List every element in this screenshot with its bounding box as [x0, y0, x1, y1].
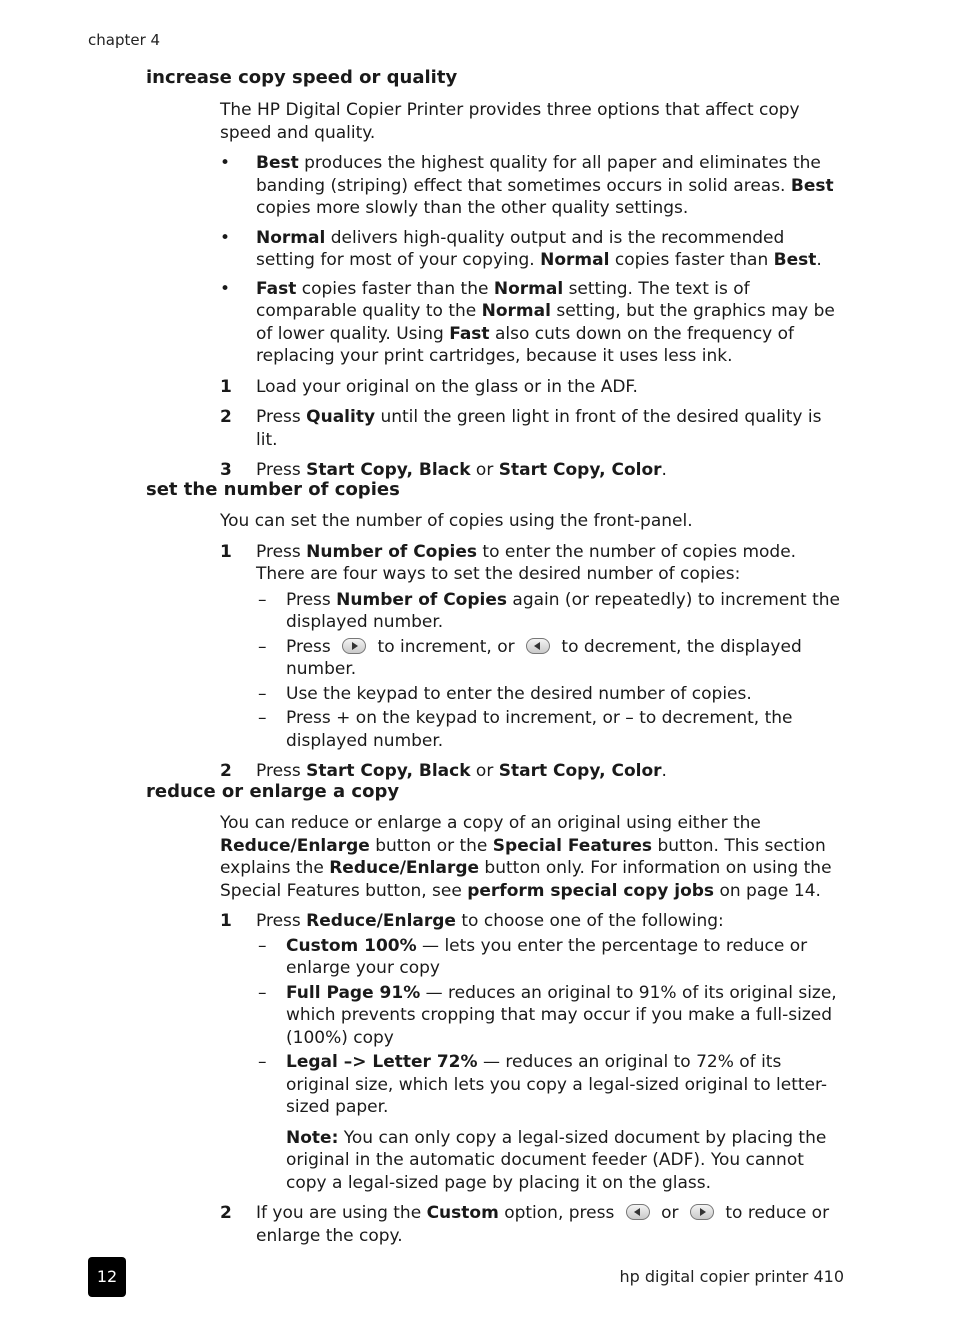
right-arrow-button-icon	[690, 1204, 714, 1220]
numbered-step	[220, 376, 846, 399]
step-text	[256, 542, 796, 585]
bold-term: Best	[790, 175, 834, 196]
numbered-step	[220, 541, 846, 586]
text-run: or	[470, 460, 499, 480]
text-run: Press + on the keypad to increment, or – to decrement, the displayed number.	[286, 708, 793, 751]
dash-text	[286, 590, 840, 633]
bold-term: Full Page 91%	[286, 982, 421, 1003]
bullet-item	[220, 152, 846, 220]
dash-marker: –	[258, 708, 267, 728]
left-arrow-button-icon	[526, 638, 550, 654]
text-run: or	[470, 761, 499, 781]
step-text	[256, 761, 667, 781]
text-run: — reduces an original to 91% of its original size, which prevents cropping that may occur if you make a full-sized (100%) copy	[286, 982, 837, 1048]
dash-item	[258, 683, 846, 706]
text-run: option, press	[498, 1203, 620, 1223]
step-number: 2	[220, 407, 232, 427]
chapter-label: chapter 4	[88, 31, 161, 49]
step-number: 1	[220, 911, 232, 931]
dash-text	[286, 983, 837, 1048]
bold-term: Custom	[426, 1203, 499, 1223]
page-number-badge: 12	[88, 1257, 126, 1297]
bold-term: Normal	[493, 278, 564, 299]
step-number: 1	[220, 376, 232, 397]
text-run: button. This section explains the	[220, 835, 826, 878]
numbered-step	[220, 1202, 846, 1247]
text-run: Press	[256, 407, 307, 427]
text-run: Use the keypad to enter the desired number of copies.	[286, 683, 752, 704]
bullet-text	[256, 228, 822, 271]
step-text	[256, 1203, 829, 1246]
bold-term: Normal	[540, 250, 610, 270]
step-number: 2	[220, 1203, 232, 1223]
text-run: to choose one of the following:	[455, 911, 724, 931]
text-run: Press	[256, 911, 307, 931]
text-run: on page 14.	[714, 880, 821, 901]
section-copy-speed-quality	[146, 66, 846, 482]
bullet-text	[256, 153, 834, 218]
dash-item	[258, 636, 846, 681]
text-run: again (or repeatedly) to increment the displayed number.	[286, 589, 840, 632]
dash-item	[258, 935, 846, 980]
text-run: button only. For information on using the Special Features button, see	[220, 858, 832, 901]
right-arrow-button-icon	[342, 638, 366, 654]
step-number: 3	[220, 460, 232, 480]
text-run: .	[661, 460, 667, 480]
text-run: or	[655, 1203, 684, 1223]
text-run: If you are using the	[256, 1203, 427, 1223]
dash-marker: –	[258, 683, 267, 704]
step-text	[256, 911, 724, 931]
dash-item	[258, 1051, 846, 1119]
bullet-item	[220, 278, 846, 368]
text-run: Press	[256, 541, 307, 562]
dash-text	[286, 637, 802, 680]
left-arrow-button-icon	[626, 1204, 650, 1220]
bold-term: Quality	[306, 407, 376, 427]
step-number: 1	[220, 541, 232, 562]
bullet-item	[220, 227, 846, 272]
section-heading: reduce or enlarge a copy	[146, 781, 400, 802]
section-number-of-copies	[146, 478, 846, 783]
bullet-marker: •	[220, 153, 231, 173]
section-heading: set the number of copies	[146, 479, 400, 500]
bullet-marker: •	[220, 227, 231, 248]
bullet-text	[256, 279, 835, 367]
dash-text	[286, 936, 807, 979]
dash-marker: –	[258, 982, 267, 1003]
text-run: to enter the number of copies mode. There are four ways to set the desired number of copies:	[256, 541, 797, 584]
dash-item	[258, 589, 846, 634]
section-reduce-enlarge	[146, 780, 846, 1247]
bold-term: Normal	[481, 301, 551, 321]
text-run: setting. The text is of comparable quality to the	[256, 278, 750, 321]
bold-term: Number of Copies	[336, 589, 507, 610]
bold-term: Best	[773, 250, 817, 270]
text-run: delivers high-quality output and is the recommended setting for most of your copying.	[256, 227, 785, 270]
step-text	[256, 407, 821, 450]
dash-item	[258, 982, 846, 1050]
step-text	[256, 377, 638, 397]
section-heading: increase copy speed or quality	[146, 67, 458, 88]
text-run: You can only copy a legal-sized document by placing the original in the automatic document feeder (ADF). You cannot copy a legal-sized page by placing it on the glass.	[286, 1127, 827, 1193]
section-intro	[220, 812, 845, 902]
bold-term: Special Features	[492, 835, 653, 856]
step-number: 2	[220, 761, 232, 781]
text-run: setting, but the graphics may be of lower quality. Using	[256, 301, 835, 344]
text-run: Press	[286, 636, 337, 657]
text-run: produces the highest quality for all paper and eliminates the banding (striping) effect that sometimes occurs in solid areas.	[256, 153, 821, 196]
bullet-marker: •	[220, 278, 231, 299]
bold-term: Start Copy, Color	[498, 761, 662, 781]
bold-term: Fast	[256, 278, 297, 299]
dash-text	[286, 708, 793, 751]
text-run: copies more slowly than the other quality settings.	[256, 198, 689, 218]
bold-term: Reduce/Enlarge	[329, 858, 480, 878]
footer-title: hp digital copier printer 410	[619, 1267, 844, 1286]
bold-term: Number of Copies	[306, 541, 477, 562]
text-run: .	[816, 250, 822, 270]
text-run: Load your original on the glass or in the ADF.	[256, 376, 638, 397]
text-run: to increment, or	[372, 636, 521, 657]
dash-marker: –	[258, 1052, 267, 1072]
note-block	[286, 1127, 846, 1195]
bold-term: Legal –> Letter 72%	[286, 1052, 478, 1072]
dash-marker: –	[258, 636, 267, 657]
dash-text	[286, 1052, 827, 1117]
dash-item	[258, 707, 846, 752]
bold-term: Best	[256, 153, 299, 173]
bold-term: perform special copy jobs	[467, 880, 715, 901]
bold-term: Start Copy, Black	[306, 761, 471, 781]
bold-term: Reduce/Enlarge	[306, 911, 456, 931]
dash-marker: –	[258, 589, 267, 610]
text-run: to reduce or enlarge the copy.	[256, 1203, 830, 1246]
bold-term: Normal	[256, 227, 326, 248]
dash-text	[286, 684, 752, 704]
numbered-step	[220, 910, 846, 933]
text-run: Press	[256, 460, 307, 480]
bold-term: Start Copy, Color	[498, 460, 662, 480]
dash-marker: –	[258, 935, 267, 956]
text-run: — reduces an original to 72% of its original size, which lets you copy a legal-sized original to letter-sized paper.	[286, 1052, 828, 1117]
step-text	[256, 460, 667, 480]
text-run: — lets you enter the percentage to reduce or enlarge your copy	[286, 935, 808, 978]
text-run: to decrement, the displayed number.	[286, 636, 802, 679]
text-run: Press	[256, 761, 307, 781]
text-run: copies faster than	[609, 250, 774, 270]
bold-term: Reduce/Enlarge	[220, 835, 370, 856]
text-run: copies faster than the	[296, 278, 494, 299]
text-run: Press	[286, 589, 337, 610]
bold-term: Fast	[449, 323, 490, 344]
section-intro: The HP Digital Copier Printer provides three options that affect copy speed and quality.	[220, 100, 800, 143]
text-run: button or the	[369, 835, 493, 856]
bold-term: Note:	[286, 1127, 339, 1148]
bold-term: Start Copy, Black	[306, 460, 471, 480]
section-intro: You can set the number of copies using the front-panel.	[220, 511, 693, 531]
text-run: until the green light in front of the desired quality is lit.	[256, 407, 822, 450]
text-run: also cuts down on the frequency of replacing your print cartridges, because it uses less ink.	[256, 323, 795, 366]
text-run: You can reduce or enlarge a copy of an original using either the	[220, 813, 761, 833]
numbered-step	[220, 406, 846, 451]
bold-term: Custom 100%	[286, 935, 417, 956]
text-run: .	[661, 761, 667, 781]
